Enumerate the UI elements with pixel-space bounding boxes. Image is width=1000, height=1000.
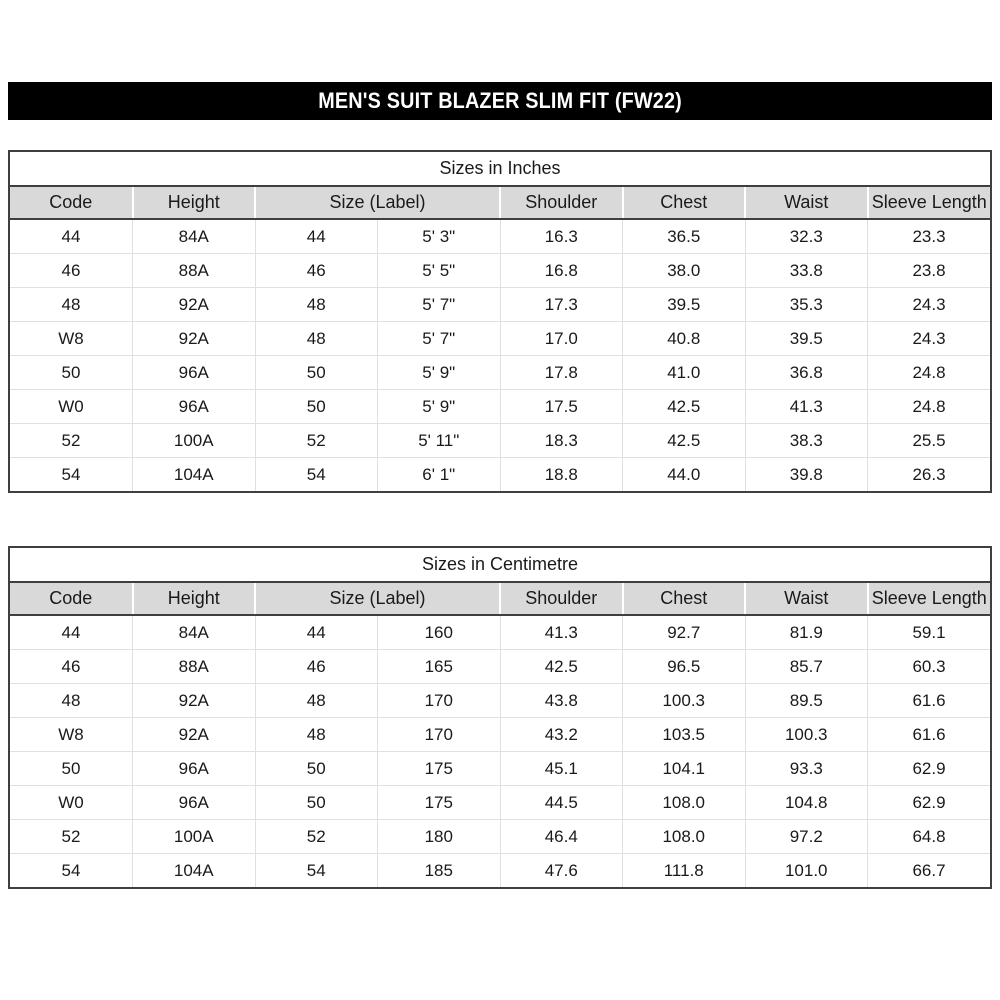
table-cell: 54 [10, 458, 133, 492]
table-cell: 97.2 [745, 820, 868, 854]
table-cell: 61.6 [868, 684, 991, 718]
table-cell: 48 [255, 322, 378, 356]
size-table-centimetre [10, 583, 990, 887]
table-cell: 45.1 [500, 752, 623, 786]
table-cell: 92A [133, 288, 256, 322]
table-cell: W0 [10, 786, 133, 820]
table-cell: 26.3 [868, 458, 991, 492]
table-cell: 89.5 [745, 684, 868, 718]
table-cell: 96.5 [623, 650, 746, 684]
table-cell: 66.7 [868, 854, 991, 888]
header-row [10, 583, 990, 615]
table-cell: 16.3 [500, 219, 623, 254]
table-cell: 47.6 [500, 854, 623, 888]
table-cell: 48 [255, 718, 378, 752]
table-cell: 43.8 [500, 684, 623, 718]
table-cell: 52 [10, 424, 133, 458]
table-cell: 185 [378, 854, 501, 888]
table-cell: 54 [10, 854, 133, 888]
sizes-in-inches-table [8, 150, 992, 493]
table-cell: 50 [255, 786, 378, 820]
table-cell: 54 [255, 458, 378, 492]
table-cell: 92A [133, 322, 256, 356]
table-cell: 100.3 [623, 684, 746, 718]
table-cell: 18.8 [500, 458, 623, 492]
table-cell: 96A [133, 752, 256, 786]
table-row [10, 684, 990, 718]
table-cell: 108.0 [623, 820, 746, 854]
column-header-shoulder: Shoulder [500, 187, 623, 219]
table-cell: 48 [255, 684, 378, 718]
table-cell: 84A [133, 615, 256, 650]
table-cell: 104A [133, 854, 256, 888]
table-cell: 92A [133, 718, 256, 752]
table-cell: 39.5 [745, 322, 868, 356]
table-row [10, 718, 990, 752]
table-cell: 41.3 [500, 615, 623, 650]
table-cell: 50 [255, 356, 378, 390]
table-cell: 100A [133, 820, 256, 854]
column-header-sleeve-length: Sleeve Length [868, 583, 991, 615]
table-cell: 160 [378, 615, 501, 650]
table-cell: 16.8 [500, 254, 623, 288]
column-header-code: Code [10, 187, 133, 219]
table-cell: 39.8 [745, 458, 868, 492]
table-cell: 46.4 [500, 820, 623, 854]
table-cell: 46 [255, 650, 378, 684]
table-cell: 38.0 [623, 254, 746, 288]
table-cell: 62.9 [868, 786, 991, 820]
table-cell: 44.5 [500, 786, 623, 820]
table-cell: 103.5 [623, 718, 746, 752]
table-cell: 180 [378, 820, 501, 854]
table-cell: W8 [10, 718, 133, 752]
table-cell: 50 [255, 390, 378, 424]
column-header-chest: Chest [623, 187, 746, 219]
table-row [10, 254, 990, 288]
table-cell: 104A [133, 458, 256, 492]
table-cell: 39.5 [623, 288, 746, 322]
table-cell: 36.8 [745, 356, 868, 390]
table-cell: 38.3 [745, 424, 868, 458]
table-cell: 42.5 [623, 390, 746, 424]
table-row [10, 854, 990, 888]
header-row [10, 187, 990, 219]
table-row [10, 288, 990, 322]
table-cell: 5' 7" [378, 322, 501, 356]
column-header-code: Code [10, 583, 133, 615]
table-cell: 5' 5" [378, 254, 501, 288]
table-cell: 92A [133, 684, 256, 718]
table-cell: 46 [10, 254, 133, 288]
table-cell: 24.3 [868, 322, 991, 356]
table-cell: 24.8 [868, 390, 991, 424]
table-cell: 96A [133, 356, 256, 390]
table-row [10, 219, 990, 254]
table-cell: 50 [255, 752, 378, 786]
table-cell: 104.8 [745, 786, 868, 820]
table-cell: 165 [378, 650, 501, 684]
product-title-banner [8, 82, 992, 120]
column-header-height: Height [133, 583, 256, 615]
column-header-shoulder: Shoulder [500, 583, 623, 615]
table-cell: 17.5 [500, 390, 623, 424]
column-header-waist: Waist [745, 187, 868, 219]
table-cell: 40.8 [623, 322, 746, 356]
table-cell: 85.7 [745, 650, 868, 684]
table-cell: 42.5 [623, 424, 746, 458]
table-cell: 41.3 [745, 390, 868, 424]
table-cell: 32.3 [745, 219, 868, 254]
table-cell: 24.8 [868, 356, 991, 390]
table-cell: 43.2 [500, 718, 623, 752]
table-cell: 108.0 [623, 786, 746, 820]
table-cell: 18.3 [500, 424, 623, 458]
table-cell: 44 [10, 219, 133, 254]
table-cell: 5' 7" [378, 288, 501, 322]
table-cell: 44 [10, 615, 133, 650]
table-row [10, 424, 990, 458]
table-cell: 5' 11" [378, 424, 501, 458]
table-cell: 5' 9" [378, 390, 501, 424]
column-header-chest: Chest [623, 583, 746, 615]
table-cell: 46 [255, 254, 378, 288]
table-cell: 44 [255, 615, 378, 650]
table-cell: 52 [255, 820, 378, 854]
column-header-size-label: Size (Label) [255, 187, 500, 219]
table-cell: 48 [10, 684, 133, 718]
table-cell: 64.8 [868, 820, 991, 854]
table-cell: 170 [378, 718, 501, 752]
table-cell: 92.7 [623, 615, 746, 650]
table-row [10, 820, 990, 854]
table-row [10, 615, 990, 650]
table-cell: 50 [10, 356, 133, 390]
table-row [10, 458, 990, 492]
table-title: Sizes in Centimetre [10, 548, 990, 583]
table-cell: 52 [10, 820, 133, 854]
table-cell: 23.8 [868, 254, 991, 288]
table-cell: 36.5 [623, 219, 746, 254]
table-cell: 44 [255, 219, 378, 254]
table-cell: 52 [255, 424, 378, 458]
table-cell: 35.3 [745, 288, 868, 322]
table-cell: 5' 3" [378, 219, 501, 254]
table-title: Sizes in Inches [10, 152, 990, 187]
table-cell: 96A [133, 390, 256, 424]
table-cell: 50 [10, 752, 133, 786]
column-header-size-label: Size (Label) [255, 583, 500, 615]
table-row [10, 390, 990, 424]
table-row [10, 786, 990, 820]
column-header-sleeve-length: Sleeve Length [868, 187, 991, 219]
table-cell: 48 [255, 288, 378, 322]
size-table-inches [10, 187, 990, 491]
table-cell: 111.8 [623, 854, 746, 888]
table-cell: 59.1 [868, 615, 991, 650]
table-cell: 88A [133, 650, 256, 684]
table-cell: 6' 1" [378, 458, 501, 492]
table-row [10, 650, 990, 684]
product-title: MEN'S SUIT BLAZER SLIM FIT (FW22) [318, 88, 682, 113]
table-row [10, 752, 990, 786]
table-cell: 25.5 [868, 424, 991, 458]
table-cell: 17.3 [500, 288, 623, 322]
table-cell: W8 [10, 322, 133, 356]
column-header-waist: Waist [745, 583, 868, 615]
table-cell: 61.6 [868, 718, 991, 752]
table-cell: 60.3 [868, 650, 991, 684]
sizes-in-centimetre-table [8, 546, 992, 889]
table-cell: 175 [378, 786, 501, 820]
table-cell: 93.3 [745, 752, 868, 786]
table-cell: 42.5 [500, 650, 623, 684]
table-cell: 54 [255, 854, 378, 888]
table-cell: 100A [133, 424, 256, 458]
table-cell: 96A [133, 786, 256, 820]
table-cell: 48 [10, 288, 133, 322]
table-cell: 23.3 [868, 219, 991, 254]
table-cell: 101.0 [745, 854, 868, 888]
table-cell: 46 [10, 650, 133, 684]
table-cell: 88A [133, 254, 256, 288]
table-cell: 33.8 [745, 254, 868, 288]
table-cell: W0 [10, 390, 133, 424]
table-cell: 81.9 [745, 615, 868, 650]
table-cell: 44.0 [623, 458, 746, 492]
table-cell: 17.0 [500, 322, 623, 356]
table-row [10, 356, 990, 390]
table-cell: 17.8 [500, 356, 623, 390]
table-cell: 62.9 [868, 752, 991, 786]
table-cell: 5' 9" [378, 356, 501, 390]
table-cell: 170 [378, 684, 501, 718]
table-cell: 175 [378, 752, 501, 786]
table-cell: 41.0 [623, 356, 746, 390]
table-cell: 104.1 [623, 752, 746, 786]
column-header-height: Height [133, 187, 256, 219]
table-row [10, 322, 990, 356]
table-cell: 84A [133, 219, 256, 254]
table-cell: 24.3 [868, 288, 991, 322]
table-cell: 100.3 [745, 718, 868, 752]
